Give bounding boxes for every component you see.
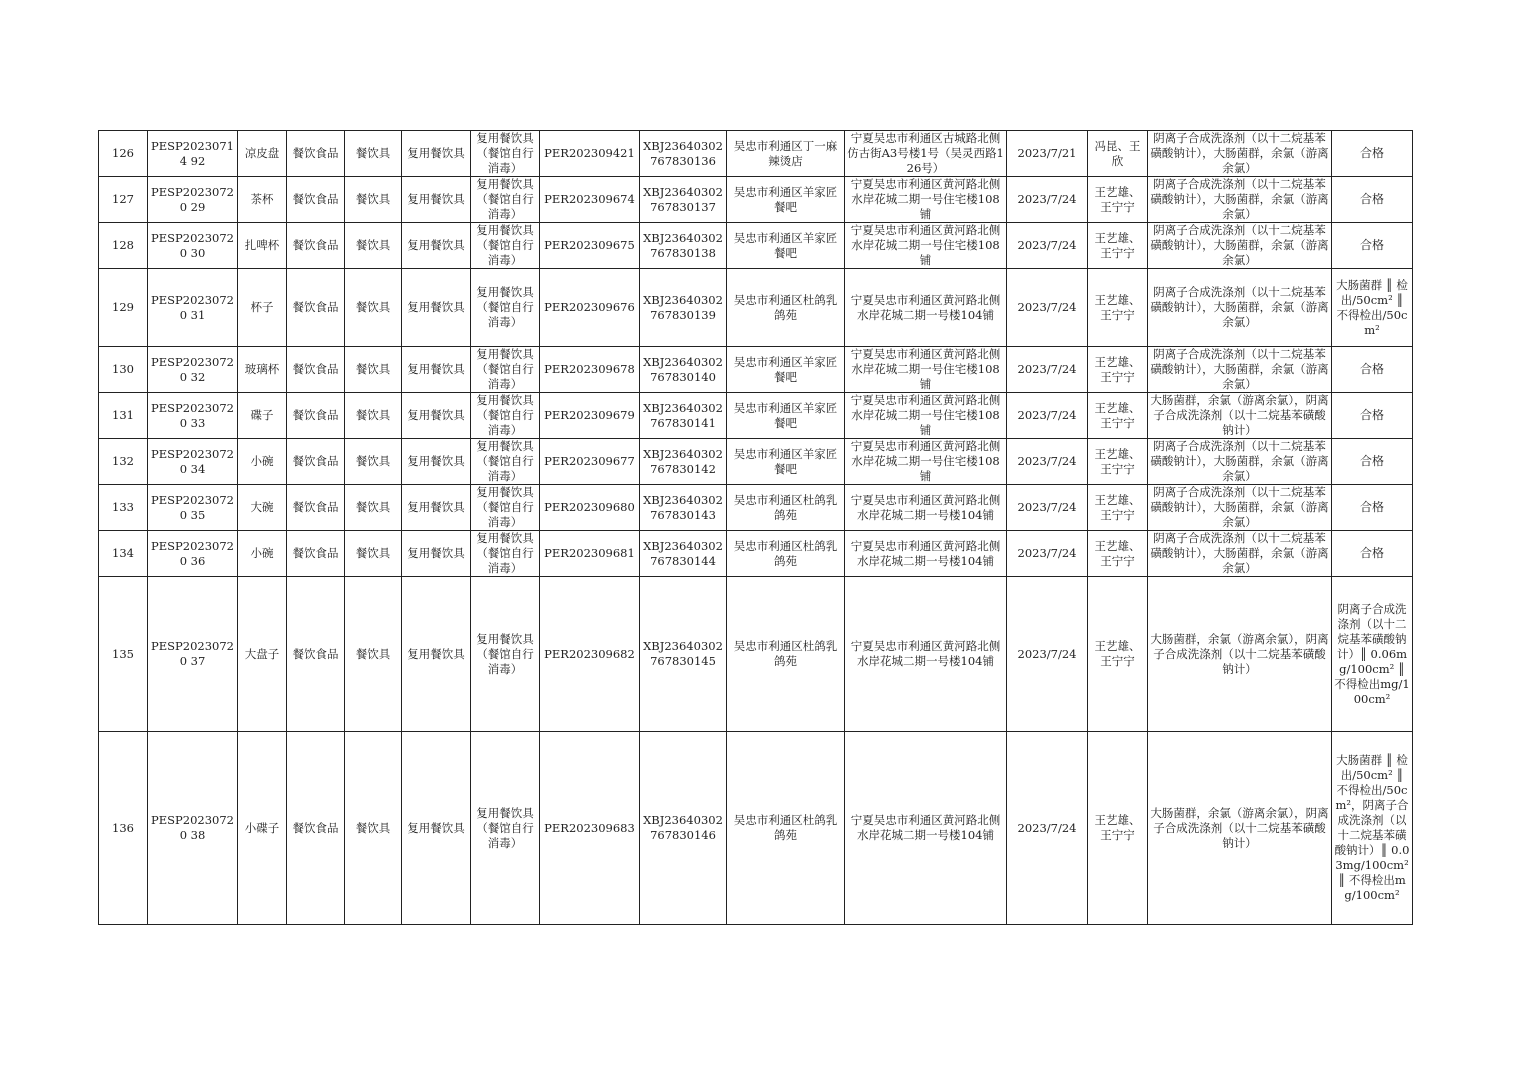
sample-code: PESP20230720 31	[148, 269, 238, 347]
category-1: 餐饮食品	[287, 732, 345, 925]
sampling-date: 2023/7/24	[1007, 177, 1088, 223]
category-1: 餐饮食品	[287, 577, 345, 732]
category-3: 复用餐饮具	[402, 732, 471, 925]
category-4: 复用餐饮具（餐馆自行消毒）	[471, 485, 540, 531]
test-result: 合格	[1332, 485, 1413, 531]
seller-address: 宁夏吴忠市利通区黄河路北侧水岸花城二期一号楼104铺	[845, 577, 1007, 732]
row-number: 132	[99, 439, 148, 485]
seller-name: 吴忠市利通区羊家匠餐吧	[727, 177, 845, 223]
seller-address: 宁夏吴忠市利通区黄河路北侧水岸花城二期一号住宅楼108铺	[845, 347, 1007, 393]
sampling-date: 2023/7/21	[1007, 131, 1088, 177]
sample-id: XBJ23640302767830136	[640, 131, 727, 177]
table-row	[99, 485, 1413, 531]
category-3: 复用餐饮具	[402, 269, 471, 347]
table-row	[99, 393, 1413, 439]
category-2: 餐饮具	[345, 577, 402, 732]
inspectors: 王艺雄、王宁宁	[1088, 577, 1148, 732]
table-row	[99, 347, 1413, 393]
sample-id: XBJ23640302767830141	[640, 393, 727, 439]
category-1: 餐饮食品	[287, 347, 345, 393]
inspectors: 王艺雄、王宁宁	[1088, 347, 1148, 393]
row-number: 126	[99, 131, 148, 177]
category-2: 餐饮具	[345, 439, 402, 485]
category-2: 餐饮具	[345, 131, 402, 177]
sample-id: XBJ23640302767830145	[640, 577, 727, 732]
seller-name: 吴忠市利通区杜鸽乳鸽苑	[727, 485, 845, 531]
report-number: PER202309678	[540, 347, 640, 393]
seller-address: 宁夏吴忠市利通区黄河路北侧水岸花城二期一号楼104铺	[845, 531, 1007, 577]
category-2: 餐饮具	[345, 223, 402, 269]
inspectors: 王艺雄、王宁宁	[1088, 531, 1148, 577]
seller-name: 吴忠市利通区杜鸽乳鸽苑	[727, 577, 845, 732]
sample-id: XBJ23640302767830138	[640, 223, 727, 269]
inspectors: 王艺雄、王宁宁	[1088, 177, 1148, 223]
category-1: 餐饮食品	[287, 131, 345, 177]
sampling-date: 2023/7/24	[1007, 485, 1088, 531]
category-1: 餐饮食品	[287, 439, 345, 485]
sample-code: PESP20230720 29	[148, 177, 238, 223]
sample-code: PESP20230720 36	[148, 531, 238, 577]
sample-id: XBJ23640302767830140	[640, 347, 727, 393]
sample-code: PESP20230720 35	[148, 485, 238, 531]
seller-address: 宁夏吴忠市利通区黄河路北侧水岸花城二期一号住宅楼108铺	[845, 223, 1007, 269]
table-row	[99, 269, 1413, 347]
test-items: 阴离子合成洗涤剂（以十二烷基苯磺酸钠计），大肠菌群，余氯（游离余氯）	[1148, 485, 1332, 531]
report-number: PER202309675	[540, 223, 640, 269]
sample-name: 茶杯	[238, 177, 287, 223]
category-2: 餐饮具	[345, 531, 402, 577]
category-4: 复用餐饮具（餐馆自行消毒）	[471, 177, 540, 223]
seller-name: 吴忠市利通区羊家匠餐吧	[727, 223, 845, 269]
sampling-date: 2023/7/24	[1007, 347, 1088, 393]
category-2: 餐饮具	[345, 177, 402, 223]
seller-address: 宁夏吴忠市利通区古城路北侧仿古街A3号楼1号（吴灵西路126号）	[845, 131, 1007, 177]
category-1: 餐饮食品	[287, 223, 345, 269]
test-result: 合格	[1332, 177, 1413, 223]
report-number: PER202309421	[540, 131, 640, 177]
test-result: 合格	[1332, 531, 1413, 577]
sample-name: 小碗	[238, 439, 287, 485]
row-number: 127	[99, 177, 148, 223]
report-number: PER202309683	[540, 732, 640, 925]
category-3: 复用餐饮具	[402, 131, 471, 177]
seller-name: 吴忠市利通区羊家匠餐吧	[727, 439, 845, 485]
category-3: 复用餐饮具	[402, 347, 471, 393]
sample-name: 小碟子	[238, 732, 287, 925]
test-result: 合格	[1332, 439, 1413, 485]
sample-name: 扎啤杯	[238, 223, 287, 269]
sample-code: PESP20230720 38	[148, 732, 238, 925]
sample-name: 凉皮盘	[238, 131, 287, 177]
table-row	[99, 439, 1413, 485]
category-3: 复用餐饮具	[402, 577, 471, 732]
test-result: 大肠菌群 ║ 检出/50cm² ║ 不得检出/50cm²	[1332, 269, 1413, 347]
category-2: 餐饮具	[345, 347, 402, 393]
category-1: 餐饮食品	[287, 269, 345, 347]
table-row	[99, 177, 1413, 223]
test-items: 阴离子合成洗涤剂（以十二烷基苯磺酸钠计），大肠菌群，余氯（游离余氯）	[1148, 223, 1332, 269]
category-2: 餐饮具	[345, 269, 402, 347]
report-number: PER202309680	[540, 485, 640, 531]
category-1: 餐饮食品	[287, 393, 345, 439]
category-4: 复用餐饮具（餐馆自行消毒）	[471, 439, 540, 485]
inspectors: 王艺雄、王宁宁	[1088, 223, 1148, 269]
seller-address: 宁夏吴忠市利通区黄河路北侧水岸花城二期一号住宅楼108铺	[845, 439, 1007, 485]
table-row	[99, 577, 1413, 732]
test-items: 阴离子合成洗涤剂（以十二烷基苯磺酸钠计），大肠菌群，余氯（游离余氯）	[1148, 177, 1332, 223]
inspectors: 王艺雄、王宁宁	[1088, 732, 1148, 925]
test-result: 合格	[1332, 347, 1413, 393]
table-row	[99, 531, 1413, 577]
test-result: 合格	[1332, 223, 1413, 269]
report-number: PER202309682	[540, 577, 640, 732]
category-3: 复用餐饮具	[402, 393, 471, 439]
inspectors: 王艺雄、王宁宁	[1088, 439, 1148, 485]
test-items: 大肠菌群，余氯（游离余氯），阴离子合成洗涤剂（以十二烷基苯磺酸钠计）	[1148, 732, 1332, 925]
sample-code: PESP20230720 37	[148, 577, 238, 732]
sample-code: PESP20230720 33	[148, 393, 238, 439]
test-result: 阴离子合成洗涤剂（以十二烷基苯磺酸钠计）║ 0.06mg/100cm² ║ 不得检出mg/100cm²	[1332, 577, 1413, 732]
category-3: 复用餐饮具	[402, 223, 471, 269]
sample-name: 大碗	[238, 485, 287, 531]
test-items: 阴离子合成洗涤剂（以十二烷基苯磺酸钠计），大肠菌群，余氯（游离余氯）	[1148, 131, 1332, 177]
report-number: PER202309674	[540, 177, 640, 223]
test-items: 阴离子合成洗涤剂（以十二烷基苯磺酸钠计），大肠菌群，余氯（游离余氯）	[1148, 347, 1332, 393]
seller-name: 吴忠市利通区丁一麻辣烫店	[727, 131, 845, 177]
seller-name: 吴忠市利通区杜鸽乳鸽苑	[727, 269, 845, 347]
seller-address: 宁夏吴忠市利通区黄河路北侧水岸花城二期一号住宅楼108铺	[845, 393, 1007, 439]
seller-name: 吴忠市利通区杜鸽乳鸽苑	[727, 732, 845, 925]
sample-code: PESP20230720 32	[148, 347, 238, 393]
seller-name: 吴忠市利通区杜鸽乳鸽苑	[727, 531, 845, 577]
seller-address: 宁夏吴忠市利通区黄河路北侧水岸花城二期一号住宅楼108铺	[845, 177, 1007, 223]
sample-id: XBJ23640302767830143	[640, 485, 727, 531]
sample-name: 小碗	[238, 531, 287, 577]
sampling-date: 2023/7/24	[1007, 732, 1088, 925]
category-1: 餐饮食品	[287, 485, 345, 531]
seller-address: 宁夏吴忠市利通区黄河路北侧水岸花城二期一号楼104铺	[845, 732, 1007, 925]
sample-id: XBJ23640302767830139	[640, 269, 727, 347]
category-1: 餐饮食品	[287, 177, 345, 223]
sampling-date: 2023/7/24	[1007, 393, 1088, 439]
category-4: 复用餐饮具（餐馆自行消毒）	[471, 531, 540, 577]
test-items: 阴离子合成洗涤剂（以十二烷基苯磺酸钠计），大肠菌群，余氯（游离余氯）	[1148, 269, 1332, 347]
test-items: 大肠菌群，余氯（游离余氯），阴离子合成洗涤剂（以十二烷基苯磺酸钠计）	[1148, 577, 1332, 732]
category-4: 复用餐饮具（餐馆自行消毒）	[471, 131, 540, 177]
category-4: 复用餐饮具（餐馆自行消毒）	[471, 347, 540, 393]
category-4: 复用餐饮具（餐馆自行消毒）	[471, 732, 540, 925]
table-row	[99, 131, 1413, 177]
category-3: 复用餐饮具	[402, 485, 471, 531]
category-2: 餐饮具	[345, 485, 402, 531]
row-number: 135	[99, 577, 148, 732]
category-1: 餐饮食品	[287, 531, 345, 577]
inspectors: 冯昆、王欣	[1088, 131, 1148, 177]
row-number: 131	[99, 393, 148, 439]
seller-address: 宁夏吴忠市利通区黄河路北侧水岸花城二期一号楼104铺	[845, 269, 1007, 347]
row-number: 134	[99, 531, 148, 577]
sampling-date: 2023/7/24	[1007, 577, 1088, 732]
inspectors: 王艺雄、王宁宁	[1088, 485, 1148, 531]
row-number: 129	[99, 269, 148, 347]
inspectors: 王艺雄、王宁宁	[1088, 393, 1148, 439]
report-number: PER202309681	[540, 531, 640, 577]
sample-code: PESP20230720 34	[148, 439, 238, 485]
sampling-date: 2023/7/24	[1007, 269, 1088, 347]
sampling-date: 2023/7/24	[1007, 439, 1088, 485]
row-number: 133	[99, 485, 148, 531]
test-result: 合格	[1332, 131, 1413, 177]
row-number: 128	[99, 223, 148, 269]
sample-name: 玻璃杯	[238, 347, 287, 393]
row-number: 136	[99, 732, 148, 925]
test-result: 合格	[1332, 393, 1413, 439]
test-items: 阴离子合成洗涤剂（以十二烷基苯磺酸钠计），大肠菌群，余氯（游离余氯）	[1148, 531, 1332, 577]
report-number: PER202309679	[540, 393, 640, 439]
test-items: 阴离子合成洗涤剂（以十二烷基苯磺酸钠计），大肠菌群，余氯（游离余氯）	[1148, 439, 1332, 485]
report-number: PER202309677	[540, 439, 640, 485]
test-result: 大肠菌群 ║ 检出/50cm² ║ 不得检出/50cm²，阴离子合成洗涤剂（以十二烷基苯磺酸钠计）║ 0.03mg/100cm² ║ 不得检出mg/100cm²	[1332, 732, 1413, 925]
table-row	[99, 223, 1413, 269]
table-body	[99, 131, 1413, 925]
sampling-date: 2023/7/24	[1007, 223, 1088, 269]
sample-code: PESP20230714 92	[148, 131, 238, 177]
seller-name: 吴忠市利通区羊家匠餐吧	[727, 347, 845, 393]
inspectors: 王艺雄、王宁宁	[1088, 269, 1148, 347]
category-3: 复用餐饮具	[402, 531, 471, 577]
sample-code: PESP20230720 30	[148, 223, 238, 269]
seller-name: 吴忠市利通区羊家匠餐吧	[727, 393, 845, 439]
sample-id: XBJ23640302767830146	[640, 732, 727, 925]
row-number: 130	[99, 347, 148, 393]
sample-id: XBJ23640302767830142	[640, 439, 727, 485]
category-3: 复用餐饮具	[402, 439, 471, 485]
category-3: 复用餐饮具	[402, 177, 471, 223]
category-4: 复用餐饮具（餐馆自行消毒）	[471, 393, 540, 439]
table-row	[99, 732, 1413, 925]
sample-name: 碟子	[238, 393, 287, 439]
sample-name: 杯子	[238, 269, 287, 347]
sample-id: XBJ23640302767830137	[640, 177, 727, 223]
category-4: 复用餐饮具（餐馆自行消毒）	[471, 223, 540, 269]
test-items: 大肠菌群，余氯（游离余氯），阴离子合成洗涤剂（以十二烷基苯磺酸钠计）	[1148, 393, 1332, 439]
sampling-date: 2023/7/24	[1007, 531, 1088, 577]
seller-address: 宁夏吴忠市利通区黄河路北侧水岸花城二期一号楼104铺	[845, 485, 1007, 531]
category-2: 餐饮具	[345, 732, 402, 925]
category-2: 餐饮具	[345, 393, 402, 439]
inspection-results-table	[98, 130, 1413, 925]
report-number: PER202309676	[540, 269, 640, 347]
sample-id: XBJ23640302767830144	[640, 531, 727, 577]
category-4: 复用餐饮具（餐馆自行消毒）	[471, 269, 540, 347]
category-4: 复用餐饮具（餐馆自行消毒）	[471, 577, 540, 732]
sample-name: 大盘子	[238, 577, 287, 732]
